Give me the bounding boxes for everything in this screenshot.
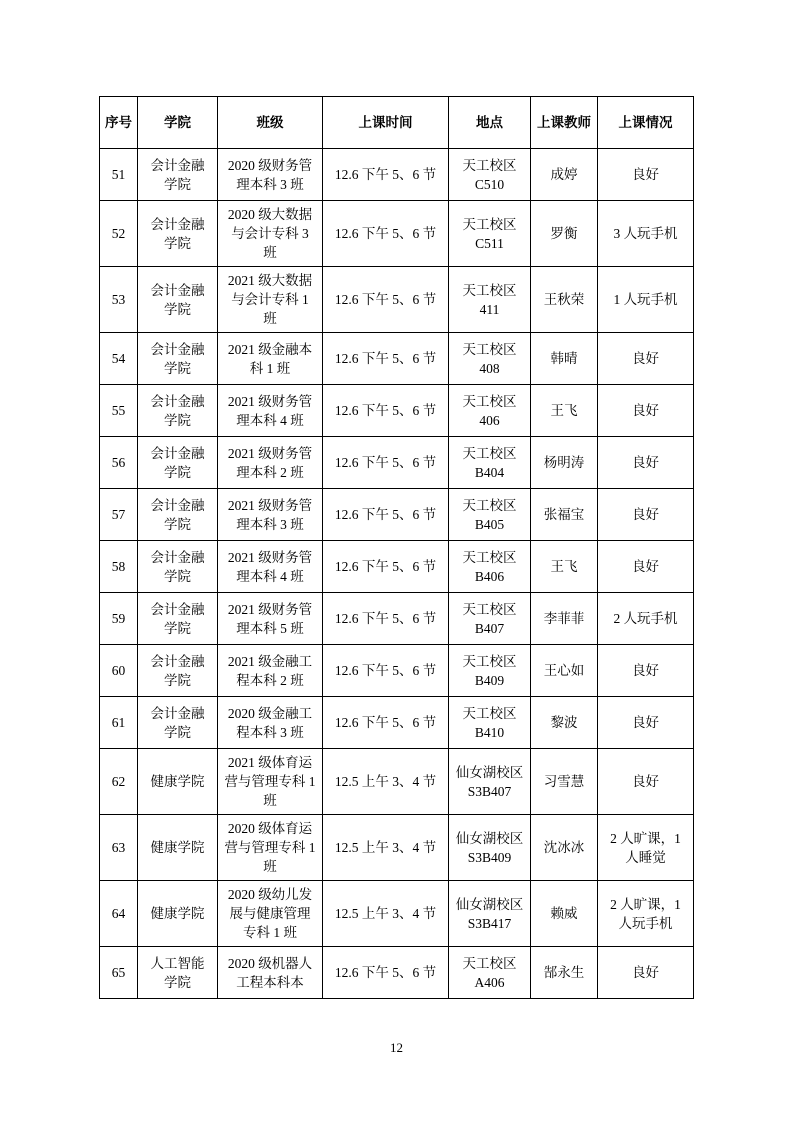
cell-time: 12.6 下午 5、6 节 — [323, 267, 449, 333]
cell-location: 天工校区 406 — [449, 385, 531, 437]
cell-class_name: 2021 级大数据与会计专科 1 班 — [218, 267, 323, 333]
cell-class_name: 2020 级大数据与会计专科 3 班 — [218, 201, 323, 267]
cell-status: 3 人玩手机 — [598, 201, 694, 267]
cell-time: 12.6 下午 5、6 节 — [323, 645, 449, 697]
cell-status: 良好 — [598, 947, 694, 999]
table-row — [100, 541, 694, 593]
cell-location: 天工校区 B410 — [449, 697, 531, 749]
cell-college: 会计金融学院 — [138, 489, 218, 541]
cell-college: 人工智能学院 — [138, 947, 218, 999]
cell-class_name: 2021 级财务管理本科 3 班 — [218, 489, 323, 541]
cell-location: 仙女湖校区 S3B407 — [449, 749, 531, 815]
cell-time: 12.6 下午 5、6 节 — [323, 201, 449, 267]
cell-location: 天工校区 408 — [449, 333, 531, 385]
table-row — [100, 489, 694, 541]
cell-time: 12.6 下午 5、6 节 — [323, 437, 449, 489]
cell-location: 天工校区 A406 — [449, 947, 531, 999]
cell-teacher: 李菲菲 — [531, 593, 598, 645]
table-row — [100, 815, 694, 881]
cell-class_name: 2021 级财务管理本科 4 班 — [218, 385, 323, 437]
column-header-1: 序号 — [100, 97, 138, 149]
cell-location: 天工校区 C511 — [449, 201, 531, 267]
cell-status: 良好 — [598, 385, 694, 437]
table-row — [100, 333, 694, 385]
table-row — [100, 267, 694, 333]
cell-status: 2 人玩手机 — [598, 593, 694, 645]
cell-class_name: 2021 级体育运营与管理专科 1 班 — [218, 749, 323, 815]
cell-college: 会计金融学院 — [138, 645, 218, 697]
cell-teacher: 王飞 — [531, 541, 598, 593]
cell-no: 53 — [100, 267, 138, 333]
table-row — [100, 437, 694, 489]
cell-status: 2 人旷课，1 人玩手机 — [598, 881, 694, 947]
cell-college: 会计金融学院 — [138, 385, 218, 437]
cell-teacher: 习雪慧 — [531, 749, 598, 815]
cell-no: 61 — [100, 697, 138, 749]
cell-no: 51 — [100, 149, 138, 201]
cell-teacher: 罗衡 — [531, 201, 598, 267]
cell-no: 59 — [100, 593, 138, 645]
cell-college: 会计金融学院 — [138, 333, 218, 385]
cell-teacher: 黎波 — [531, 697, 598, 749]
column-header-5: 地点 — [449, 97, 531, 149]
cell-no: 52 — [100, 201, 138, 267]
cell-college: 会计金融学院 — [138, 541, 218, 593]
cell-class_name: 2021 级金融本科 1 班 — [218, 333, 323, 385]
cell-no: 60 — [100, 645, 138, 697]
column-header-4: 上课时间 — [323, 97, 449, 149]
cell-status: 良好 — [598, 437, 694, 489]
cell-class_name: 2020 级体育运营与管理专科 1 班 — [218, 815, 323, 881]
cell-location: 天工校区 411 — [449, 267, 531, 333]
cell-college: 健康学院 — [138, 749, 218, 815]
cell-time: 12.6 下午 5、6 节 — [323, 593, 449, 645]
cell-status: 良好 — [598, 749, 694, 815]
cell-status: 良好 — [598, 333, 694, 385]
cell-location: 天工校区 B407 — [449, 593, 531, 645]
cell-class_name: 2020 级财务管理本科 3 班 — [218, 149, 323, 201]
table-row — [100, 697, 694, 749]
cell-no: 58 — [100, 541, 138, 593]
cell-college: 会计金融学院 — [138, 437, 218, 489]
cell-teacher: 王秋荣 — [531, 267, 598, 333]
cell-no: 65 — [100, 947, 138, 999]
column-header-2: 学院 — [138, 97, 218, 149]
cell-class_name: 2021 级金融工程本科 2 班 — [218, 645, 323, 697]
cell-status: 良好 — [598, 489, 694, 541]
cell-location: 天工校区 C510 — [449, 149, 531, 201]
cell-status: 1 人玩手机 — [598, 267, 694, 333]
cell-time: 12.6 下午 5、6 节 — [323, 489, 449, 541]
cell-no: 63 — [100, 815, 138, 881]
cell-college: 会计金融学院 — [138, 267, 218, 333]
table-row — [100, 645, 694, 697]
cell-no: 64 — [100, 881, 138, 947]
table-row — [100, 881, 694, 947]
cell-teacher: 杨明涛 — [531, 437, 598, 489]
table-row — [100, 947, 694, 999]
cell-location: 天工校区 B405 — [449, 489, 531, 541]
cell-time: 12.6 下午 5、6 节 — [323, 385, 449, 437]
cell-no: 57 — [100, 489, 138, 541]
cell-time: 12.6 下午 5、6 节 — [323, 541, 449, 593]
table-row — [100, 385, 694, 437]
cell-status: 良好 — [598, 697, 694, 749]
cell-time: 12.6 下午 5、6 节 — [323, 333, 449, 385]
cell-time: 12.6 下午 5、6 节 — [323, 149, 449, 201]
cell-teacher: 郜永生 — [531, 947, 598, 999]
cell-status: 良好 — [598, 645, 694, 697]
table-body — [100, 149, 694, 999]
cell-location: 天工校区 B404 — [449, 437, 531, 489]
cell-teacher: 沈冰冰 — [531, 815, 598, 881]
cell-college: 会计金融学院 — [138, 201, 218, 267]
page-number: 12 — [390, 1040, 403, 1055]
table-row — [100, 593, 694, 645]
cell-teacher: 韩晴 — [531, 333, 598, 385]
cell-time: 12.5 上午 3、4 节 — [323, 749, 449, 815]
table-row — [100, 201, 694, 267]
cell-time: 12.5 上午 3、4 节 — [323, 881, 449, 947]
cell-time: 12.5 上午 3、4 节 — [323, 815, 449, 881]
cell-class_name: 2020 级幼儿发展与健康管理专科 1 班 — [218, 881, 323, 947]
cell-college: 会计金融学院 — [138, 149, 218, 201]
column-header-7: 上课情况 — [598, 97, 694, 149]
cell-no: 54 — [100, 333, 138, 385]
cell-college: 会计金融学院 — [138, 593, 218, 645]
cell-no: 62 — [100, 749, 138, 815]
cell-class_name: 2020 级金融工程本科 3 班 — [218, 697, 323, 749]
cell-teacher: 张福宝 — [531, 489, 598, 541]
cell-teacher: 王飞 — [531, 385, 598, 437]
attendance-table — [99, 96, 694, 999]
cell-teacher: 王心如 — [531, 645, 598, 697]
cell-location: 仙女湖校区 S3B409 — [449, 815, 531, 881]
cell-location: 天工校区 B406 — [449, 541, 531, 593]
table-row — [100, 749, 694, 815]
cell-class_name: 2021 级财务管理本科 2 班 — [218, 437, 323, 489]
cell-no: 56 — [100, 437, 138, 489]
column-header-3: 班级 — [218, 97, 323, 149]
cell-teacher: 赖威 — [531, 881, 598, 947]
cell-college: 健康学院 — [138, 815, 218, 881]
cell-class_name: 2021 级财务管理本科 5 班 — [218, 593, 323, 645]
table-row — [100, 149, 694, 201]
table-header-row — [100, 97, 694, 149]
cell-class_name: 2021 级财务管理本科 4 班 — [218, 541, 323, 593]
cell-status: 良好 — [598, 149, 694, 201]
cell-teacher: 成婷 — [531, 149, 598, 201]
column-header-6: 上课教师 — [531, 97, 598, 149]
cell-college: 会计金融学院 — [138, 697, 218, 749]
cell-location: 仙女湖校区 S3B417 — [449, 881, 531, 947]
cell-college: 健康学院 — [138, 881, 218, 947]
cell-class_name: 2020 级机器人工程本科本 — [218, 947, 323, 999]
cell-location: 天工校区 B409 — [449, 645, 531, 697]
cell-no: 55 — [100, 385, 138, 437]
cell-time: 12.6 下午 5、6 节 — [323, 947, 449, 999]
cell-time: 12.6 下午 5、6 节 — [323, 697, 449, 749]
table-header — [100, 97, 694, 149]
cell-status: 2 人旷课，1 人睡觉 — [598, 815, 694, 881]
cell-status: 良好 — [598, 541, 694, 593]
